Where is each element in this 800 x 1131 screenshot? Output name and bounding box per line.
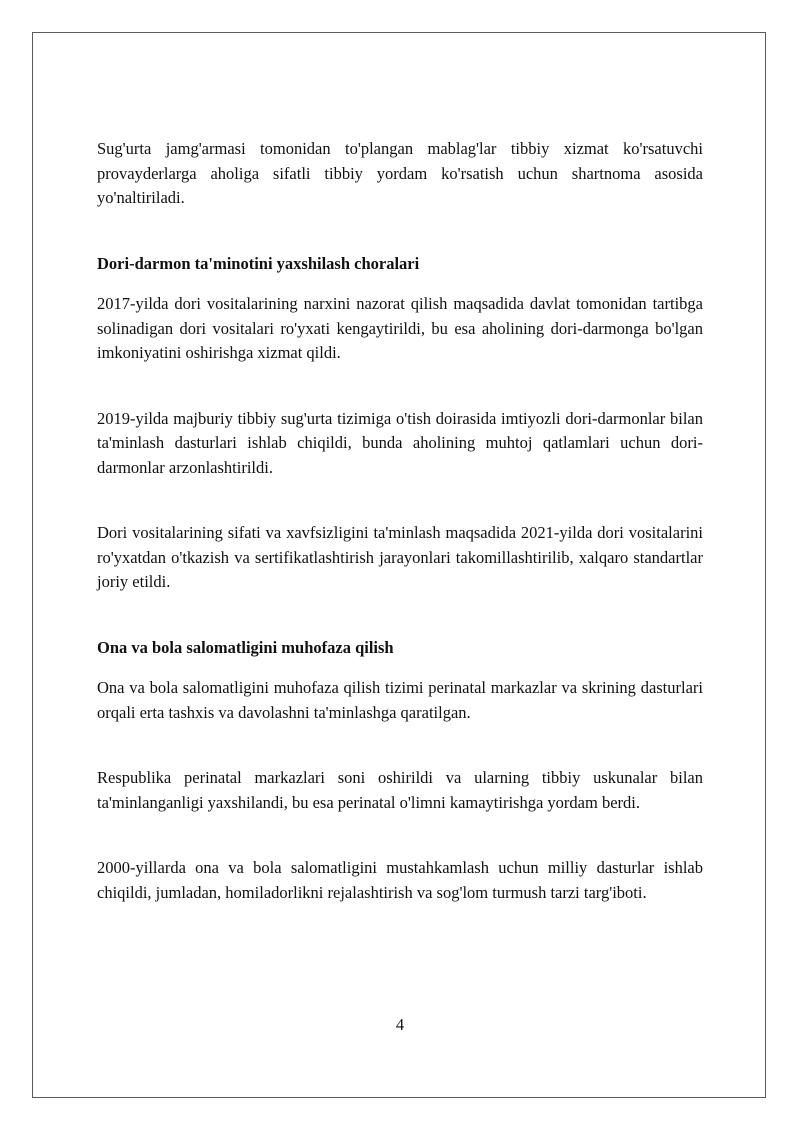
- paragraph-2021-quality-safety: Dori vositalarining sifati va xavfsizligini ta'minlash maqsadida 2021-yilda dori vositalarini ro'yxatdan o'tkazish va sertifikatlashtirish jarayonlari takomillashtirilib, xalqaro standartlar joriy etildi.: [97, 523, 703, 591]
- section-heading-mother-child-health: Ona va bola salomatligini muhofaza qilish: [97, 637, 394, 657]
- paragraph-2000s-national-programs: 2000-yillarda ona va bola salomatligini mustahkamlash uchun milliy dasturlar ishlab chiqildi, jumladan, homiladorlikni rejalashtirish va sog'lom turmush tarzi targ'iboti.: [97, 858, 703, 902]
- document-page: [32, 32, 766, 1098]
- section-heading-medicine-supply: Dori-darmon ta'minotini yaxshilash choralari: [97, 253, 420, 273]
- paragraph-perinatal-centers: Respublika perinatal markazlari soni oshirildi va ularning tibbiy uskunalar bilan ta'minlanganligi yaxshilandi, bu esa perinatal o'limni kamaytirishga yordam berdi.: [97, 768, 703, 812]
- paragraph-insurance-funds: Sug'urta jamg'armasi tomonidan to'plangan mablag'lar tibbiy xizmat ko'rsatuvchi provayderlarga aholiga sifatli tibbiy yordam ko'rsatish uchun shartnoma asosida yo'naltiriladi.: [97, 139, 703, 207]
- page-content: [97, 137, 703, 905]
- paragraph-2019-insurance-programs: 2019-yilda majburiy tibbiy sug'urta tizimiga o'tish doirasida imtiyozli dori-darmonlar bilan ta'minlash dasturlari ishlab chiqildi, bunda aholining muhtoj qatlamlari uchun dori-darmonlar arzonlashtirildi.: [97, 408, 703, 477]
- page-number: 4: [395, 1015, 405, 1034]
- paragraph-perinatal-system: Ona va bola salomatligini muhofaza qilish tizimi perinatal markazlar va skrining dasturlari orqali erta tashxis va davolashni ta'minlashga qaratilgan.: [97, 678, 703, 722]
- paragraph-2017-price-control: 2017-yilda dori vositalarining narxini nazorat qilish maqsadida davlat tomonidan tartibga solinadigan dori vositalari ro'yxati kengaytirildi, bu esa aholining dori-darmonga bo'lgan imkoniyatini oshirishga xizmat qildi.: [97, 294, 703, 362]
